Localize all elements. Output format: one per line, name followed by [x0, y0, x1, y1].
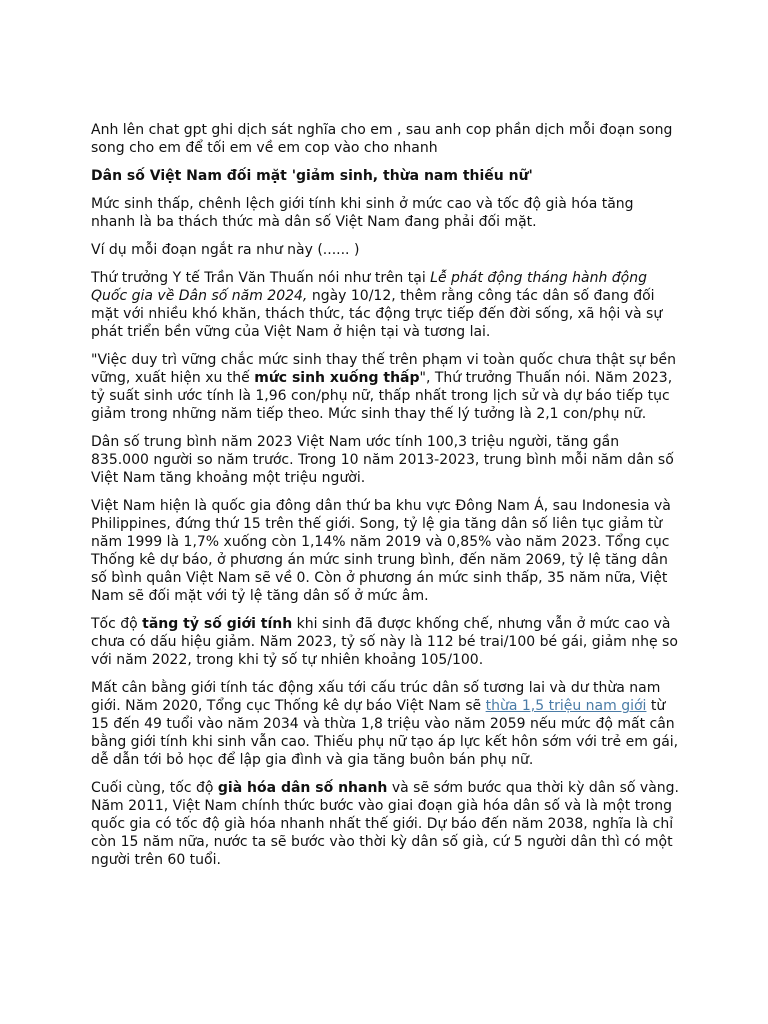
paragraph-2: [91, 351, 681, 423]
article-title: Dân số Việt Nam đối mặt 'giảm sinh, thừa nam thiếu nữ': [91, 168, 533, 184]
low-fertility-bold: mức sinh xuống thấp: [254, 370, 420, 386]
paragraph-6-text-a: Mất cân bằng giới tính tác động xấu tới cấu trúc dân số tương lai và dư thừa nam giới. Năm 2020, Tổng cục Thống kê dự báo Việt Nam sẽ: [91, 680, 661, 714]
lead-paragraph: Mức sinh thấp, chênh lệch giới tính khi sinh ở mức cao và tốc độ già hóa tăng nhanh là ba thách thức mà dân số Việt Nam đang phải đối mặt.: [91, 196, 634, 230]
intro-paragraph: Anh lên chat gpt ghi dịch sát nghĩa cho em , sau anh cop phần dịch mỗi đoạn song song cho em để tối em về em cop vào cho nhanh: [91, 122, 673, 156]
paragraph-6-text-b: từ 15 đến 49 tuổi vào năm 2034 và thừa 1,8 triệu vào năm 2059 nếu mức độ mất cân bằng giới tính khi sinh vẫn cao. Thiếu phụ nữ tạo áp lực kết hôn sớm với trẻ em gái, dễ dẫn tới bỏ học để lập gia đình và gia tăng buôn bán phụ nữ.: [91, 698, 679, 768]
paragraph-7-text-a: Cuối cùng, tốc độ: [91, 780, 218, 796]
paragraph-5-text-b: khi sinh đã được khống chế, nhưng vẫn ở mức cao và chưa có dấu hiệu giảm. Năm 2023, tỷ số này là 112 bé trai/100 bé gái, giảm nhẹ so với năm 2022, trong khi tỷ số tự nhiên khoảng 105/100.: [91, 616, 678, 668]
paragraph-7-text-b: và sẽ sớm bước qua thời kỳ dân số vàng. Năm 2011, Việt Nam chính thức bước vào giai đoạn già hóa dân số và là một trong quốc gia có tốc độ già hóa nhanh nhất thế giới. Dự báo đến năm 2038, nghĩa là chỉ còn 15 năm nữa, nước ta sẽ bước vào thời kỳ dân số già, cứ 5 người dân thì có một người trên 60 tuổi.: [91, 780, 680, 868]
paragraph-1-text-a: Thứ trưởng Y tế Trần Văn Thuấn nói như trên tại: [91, 270, 431, 286]
paragraph-1: [91, 269, 681, 341]
paragraph-2-text-a: "Việc duy trì vững chắc mức sinh thay thế trên phạm vi toàn quốc chưa thật sự bền vững, xuất hiện xu thế: [91, 352, 676, 386]
document-body: [91, 121, 681, 879]
paragraph-1-text-b: ngày 10/12, thêm rằng công tác dân số đang đối mặt với nhiều khó khăn, thách thức, tác động trực tiếp đến đời sống, xã hội và sự phát triển bền vững của Việt Nam ở hiện tại và tương lai.: [91, 288, 663, 340]
example-note: Ví dụ mỗi đoạn ngắt ra như này (...... ): [91, 242, 360, 258]
paragraph-5: [91, 615, 681, 669]
paragraph-5-text-a: Tốc độ: [91, 616, 143, 632]
paragraph-4: Việt Nam hiện là quốc gia đông dân thứ ba khu vực Đông Nam Á, sau Indonesia và Philippines, đứng thứ 15 trên thế giới. Song, tỷ lệ gia tăng dân số liên tục giảm từ năm 1999 là 1,7% xuống còn 1,14% năm 2019 và 0,85% vào năm 2023. Tổng cục Thống kê dự báo, ở phương án mức sinh trung bình, đến năm 2069, tỷ lệ tăng dân số bình quân Việt Nam sẽ về 0. Còn ở phương án mức sinh thấp, 35 năm nữa, Việt Nam sẽ đối mặt với tỷ lệ tăng dân số ở mức âm.: [91, 498, 671, 604]
paragraph-7: [91, 779, 681, 869]
paragraph-3: Dân số trung bình năm 2023 Việt Nam ước tính 100,3 triệu người, tăng gần 835.000 người so năm trước. Trong 10 năm 2013-2023, trung bình mỗi năm dân số Việt Nam tăng khoảng một triệu người.: [91, 434, 674, 486]
paragraph-6: [91, 679, 681, 769]
sex-ratio-bold: tăng tỷ số giới tính: [142, 616, 293, 632]
aging-bold: già hóa dân số nhanh: [217, 780, 388, 796]
event-name-italic: Lễ phát động tháng hành động Quốc gia về Dân số năm 2024,: [91, 270, 647, 304]
paragraph-2-text-b: ", Thứ trưởng Thuấn nói. Năm 2023, tỷ suất sinh ước tính là 1,96 con/phụ nữ, thấp nhất trong lịch sử và dự báo tiếp tục giảm trong những năm tiếp theo. Mức sinh thay thế lý tưởng là 2,1 con/phụ nữ.: [91, 370, 673, 422]
excess-men-link[interactable]: thừa 1,5 triệu nam giới: [485, 698, 647, 714]
